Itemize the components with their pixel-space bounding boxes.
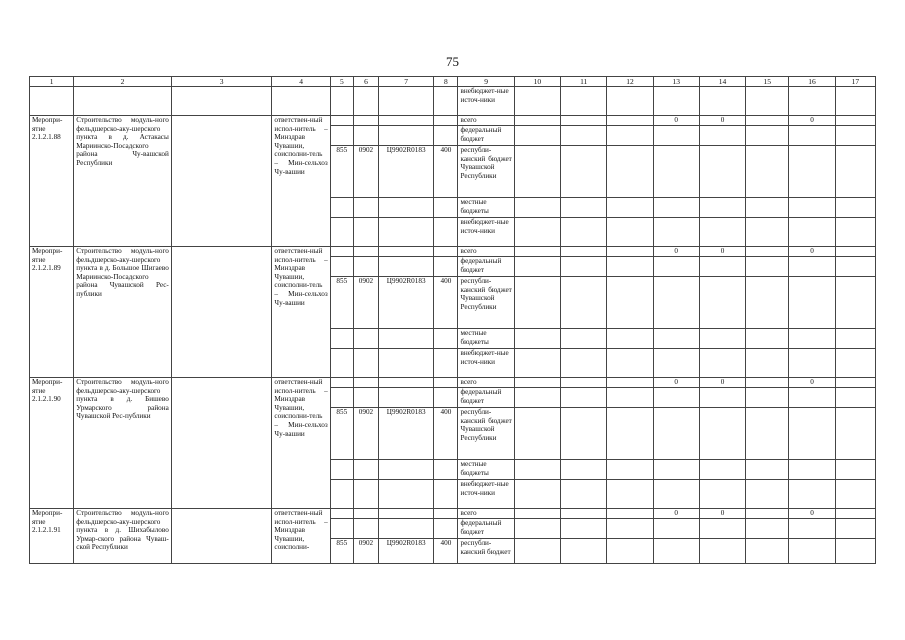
empty-cell [746,388,789,408]
funding-source: местные бюджеты [458,198,514,218]
empty-cell [434,218,458,247]
amount-col16 [789,349,835,378]
empty-cell [330,198,353,218]
empty-cell [607,539,653,564]
empty-cell [561,539,607,564]
column-header: 17 [835,77,875,87]
empty-cell [379,480,434,509]
rzpr-code: 0902 [353,146,378,198]
funding-source: федеральный бюджет [458,257,514,277]
amount-col16 [789,198,835,218]
amount-col13 [653,460,699,480]
measure-code: Меропри-ятие 2.1.2.1.89 [30,247,74,378]
funding-source: внебюджет-ные источ-ники [458,349,514,378]
column-header: 14 [699,77,745,87]
funding-source: республи-канский бюджет Чувашской Республики [458,146,514,198]
empty-cell [561,247,607,257]
empty-cell [835,218,875,247]
amount-col13 [653,480,699,509]
empty-cell [330,460,353,480]
vr-code: 400 [434,539,458,564]
funding-source-cell: внебюджет-ные источ-ники [458,87,514,116]
grbs-code: 855 [330,277,353,329]
amount-col13 [653,349,699,378]
empty-cell [746,408,789,460]
rzpr-code: 0902 [353,539,378,564]
amount-col13: 0 [653,247,699,257]
empty-cell [607,480,653,509]
empty-cell [746,126,789,146]
empty-cell [746,247,789,257]
empty-cell [561,257,607,277]
empty-cell [434,116,458,126]
empty-cell [607,198,653,218]
empty-cell [561,116,607,126]
csr-code: Ц9902R0183 [379,539,434,564]
empty-cell [434,460,458,480]
empty-cell [353,519,378,539]
empty-cell [434,198,458,218]
empty-cell [746,378,789,388]
amount-col16 [789,408,835,460]
measure-executor: ответствен-ный испол-нитель – Минздрав Чувашии, соисполни- [272,509,330,564]
table-row [30,247,876,257]
empty-cell [746,146,789,198]
empty-cell [379,247,434,257]
empty-cell [561,480,607,509]
empty-cell [353,480,378,509]
empty-cell [171,509,272,564]
empty-cell [514,218,560,247]
amount-col13: 0 [653,509,699,519]
measure-name: Строительство модуль-ного фельдшерско-аку-шерского пункта в д. Бишево Урмарского района Чувашской Рес-публики [74,378,172,509]
column-header: 1 [30,77,74,87]
empty-cell [561,388,607,408]
empty-cell [835,378,875,388]
empty-cell [607,247,653,257]
empty-cell [607,116,653,126]
rzpr-code: 0902 [353,408,378,460]
amount-col14 [699,408,745,460]
empty-cell [746,198,789,218]
amount-col13 [653,198,699,218]
empty-cell [514,349,560,378]
empty-cell [171,378,272,509]
funding-source: республи-канский бюджет [458,539,514,564]
amount-col13 [653,277,699,329]
empty-cell [379,509,434,519]
amount-col16 [789,126,835,146]
empty-cell [746,519,789,539]
empty-cell [746,277,789,329]
empty-cell [353,257,378,277]
table-row [30,378,876,388]
measure-executor: ответствен-ный испол-нитель – Минздрав Чувашии, соисполни-тель – Мин-сельхоз Чу-вашии [272,116,330,247]
column-header: 7 [379,77,434,87]
funding-source: всего [458,247,514,257]
empty-cell [330,257,353,277]
empty-cell [835,146,875,198]
empty-cell [379,218,434,247]
empty-cell [746,349,789,378]
empty-cell [379,126,434,146]
empty-cell [561,198,607,218]
amount-col13 [653,146,699,198]
amount-col14 [699,329,745,349]
empty-cell [514,539,560,564]
empty-cell [434,480,458,509]
empty-cell [835,388,875,408]
empty-cell [171,247,272,378]
empty-cell [607,509,653,519]
measure-code: Меропри-ятие 2.1.2.1.91 [30,509,74,564]
empty-cell [561,519,607,539]
empty-cell [379,257,434,277]
empty-cell [379,378,434,388]
table-row [30,509,876,519]
amount-col13 [653,388,699,408]
empty-cell [514,247,560,257]
amount-col16 [789,519,835,539]
amount-col14: 0 [699,509,745,519]
funding-source: федеральный бюджет [458,126,514,146]
amount-col16 [789,218,835,247]
empty-cell [607,329,653,349]
amount-col16: 0 [789,509,835,519]
empty-cell [514,408,560,460]
empty-cell [434,519,458,539]
empty-cell [434,509,458,519]
empty-cell [330,378,353,388]
empty-cell [434,126,458,146]
empty-cell [434,247,458,257]
empty-cell [835,509,875,519]
empty-cell [746,218,789,247]
vr-code: 400 [434,146,458,198]
funding-source: республи-канский бюджет Чувашской Республики [458,277,514,329]
empty-cell [607,408,653,460]
empty-cell [514,257,560,277]
empty-cell [434,349,458,378]
empty-cell [379,198,434,218]
empty-cell [330,116,353,126]
amount-col14 [699,388,745,408]
empty-cell [514,329,560,349]
measure-executor: ответствен-ный испол-нитель – Минздрав Чувашии, соисполни-тель – Мин-сельхоз Чу-вашии [272,247,330,378]
amount-col13 [653,218,699,247]
table-row [30,116,876,126]
empty-cell [434,378,458,388]
empty-cell [330,329,353,349]
empty-cell [514,116,560,126]
empty-cell [379,116,434,126]
measure-name: Строительство модуль-ного фельдшерско-аку-шерского пункта в д. Большое Шигаево Мариинско-Посадского района Чувашской Рес-публики [74,247,172,378]
amount-col16: 0 [789,378,835,388]
funding-source: федеральный бюджет [458,519,514,539]
empty-cell [746,257,789,277]
empty-cell [607,388,653,408]
empty-cell [607,146,653,198]
empty-cell [514,378,560,388]
measure-code: Меропри-ятие 2.1.2.1.88 [30,116,74,247]
empty-cell [607,460,653,480]
empty-cell [514,146,560,198]
empty-cell [607,349,653,378]
empty-cell [835,329,875,349]
empty-cell [835,408,875,460]
funding-source: местные бюджеты [458,460,514,480]
amount-col13 [653,519,699,539]
funding-source: местные бюджеты [458,329,514,349]
empty-cell [561,349,607,378]
empty-cell [607,378,653,388]
empty-cell [607,218,653,247]
funding-source: республи-канский бюджет Чувашской Республики [458,408,514,460]
empty-cell [353,329,378,349]
empty-cell [353,349,378,378]
column-header: 13 [653,77,699,87]
amount-col16 [789,146,835,198]
empty-cell [561,408,607,460]
empty-cell [330,519,353,539]
empty-cell [330,509,353,519]
amount-col16 [789,388,835,408]
funding-source: всего [458,378,514,388]
empty-cell [353,116,378,126]
amount-col13: 0 [653,116,699,126]
empty-cell [561,218,607,247]
amount-col14 [699,146,745,198]
empty-cell [514,519,560,539]
empty-cell [835,460,875,480]
empty-cell [835,277,875,329]
column-header: 9 [458,77,514,87]
empty-cell [434,388,458,408]
table-row [30,87,876,116]
empty-cell [514,388,560,408]
empty-cell [561,146,607,198]
empty-cell [353,126,378,146]
amount-col14 [699,198,745,218]
column-header: 16 [789,77,835,87]
column-header: 8 [434,77,458,87]
vr-code: 400 [434,408,458,460]
empty-cell [835,519,875,539]
empty-cell [353,388,378,408]
measure-code: Меропри-ятие 2.1.2.1.90 [30,378,74,509]
empty-cell [514,460,560,480]
amount-col16 [789,460,835,480]
column-header: 15 [746,77,789,87]
empty-cell [353,460,378,480]
empty-cell [746,460,789,480]
grbs-code: 855 [330,539,353,564]
empty-cell [353,509,378,519]
empty-cell [353,247,378,257]
empty-cell [835,126,875,146]
amount-col14 [699,277,745,329]
amount-col14 [699,126,745,146]
empty-cell [835,198,875,218]
table-body [30,87,876,564]
amount-col16: 0 [789,116,835,126]
empty-cell [434,329,458,349]
empty-cell [835,539,875,564]
grbs-code: 855 [330,146,353,198]
empty-cell [379,519,434,539]
empty-cell [379,349,434,378]
empty-cell [330,218,353,247]
empty-cell [561,509,607,519]
amount-col16 [789,329,835,349]
empty-cell [835,349,875,378]
grbs-code: 855 [330,408,353,460]
empty-cell [330,388,353,408]
column-header: 5 [330,77,353,87]
amount-col14 [699,519,745,539]
empty-cell [514,198,560,218]
empty-cell [434,257,458,277]
empty-cell [561,126,607,146]
empty-cell [514,277,560,329]
funding-source: внебюджет-ные источ-ники [458,480,514,509]
empty-cell [330,480,353,509]
csr-code: Ц9902R0183 [379,277,434,329]
empty-cell [607,257,653,277]
empty-cell [835,480,875,509]
measure-name: Строительство модуль-ного фельдшерско-аку-шерского пункта в д. Шихабылово Урмар-ского района Чуваш-ской Республики [74,509,172,564]
empty-cell [561,460,607,480]
funding-source: всего [458,509,514,519]
funding-source: федеральный бюджет [458,388,514,408]
amount-col14 [699,539,745,564]
amount-col14 [699,349,745,378]
amount-col13 [653,126,699,146]
amount-col14 [699,218,745,247]
empty-cell [561,277,607,329]
amount-col16 [789,539,835,564]
empty-cell [607,126,653,146]
amount-col14: 0 [699,116,745,126]
rzpr-code: 0902 [353,277,378,329]
empty-cell [607,277,653,329]
amount-col16 [789,257,835,277]
amount-col14: 0 [699,378,745,388]
funding-source: внебюджет-ные источ-ники [458,218,514,247]
empty-cell [746,509,789,519]
empty-cell [353,218,378,247]
amount-col13 [653,329,699,349]
empty-cell [835,257,875,277]
empty-cell [514,480,560,509]
empty-cell [330,247,353,257]
empty-cell [353,198,378,218]
amount-col13 [653,257,699,277]
column-header: 12 [607,77,653,87]
empty-cell [561,378,607,388]
empty-cell [835,247,875,257]
empty-cell [379,388,434,408]
amount-col13 [653,408,699,460]
page-number: 75 [446,54,459,69]
empty-cell [353,378,378,388]
column-header: 4 [272,77,330,87]
empty-cell [171,116,272,247]
vr-code: 400 [434,277,458,329]
csr-code: Ц9902R0183 [379,146,434,198]
column-header: 11 [561,77,607,87]
empty-cell [379,329,434,349]
amount-col14 [699,480,745,509]
empty-cell [746,480,789,509]
empty-cell [379,460,434,480]
amount-col16 [789,277,835,329]
column-header: 10 [514,77,560,87]
amount-col14: 0 [699,247,745,257]
funding-source: всего [458,116,514,126]
measure-executor: ответствен-ный испол-нитель – Минздрав Чувашии, соисполни-тель – Мин-сельхоз Чу-вашии [272,378,330,509]
amount-col14 [699,257,745,277]
measure-name: Строительство модуль-ного фельдшерско-аку-шерского пункта в д. Астакасы Мариинско-Посадского района Чу-вашской Республики [74,116,172,247]
header-row [30,77,876,87]
empty-cell [607,519,653,539]
empty-cell [330,126,353,146]
column-header: 3 [171,77,272,87]
amount-col13: 0 [653,378,699,388]
empty-cell [746,329,789,349]
empty-cell [514,509,560,519]
empty-cell [746,116,789,126]
budget-table [29,76,876,564]
csr-code: Ц9902R0183 [379,408,434,460]
empty-cell [514,126,560,146]
amount-col16 [789,480,835,509]
column-header: 2 [74,77,172,87]
empty-cell [835,116,875,126]
column-header: 6 [353,77,378,87]
empty-cell [330,349,353,378]
amount-col16: 0 [789,247,835,257]
empty-cell [746,539,789,564]
empty-cell [561,329,607,349]
amount-col13 [653,539,699,564]
amount-col14 [699,460,745,480]
